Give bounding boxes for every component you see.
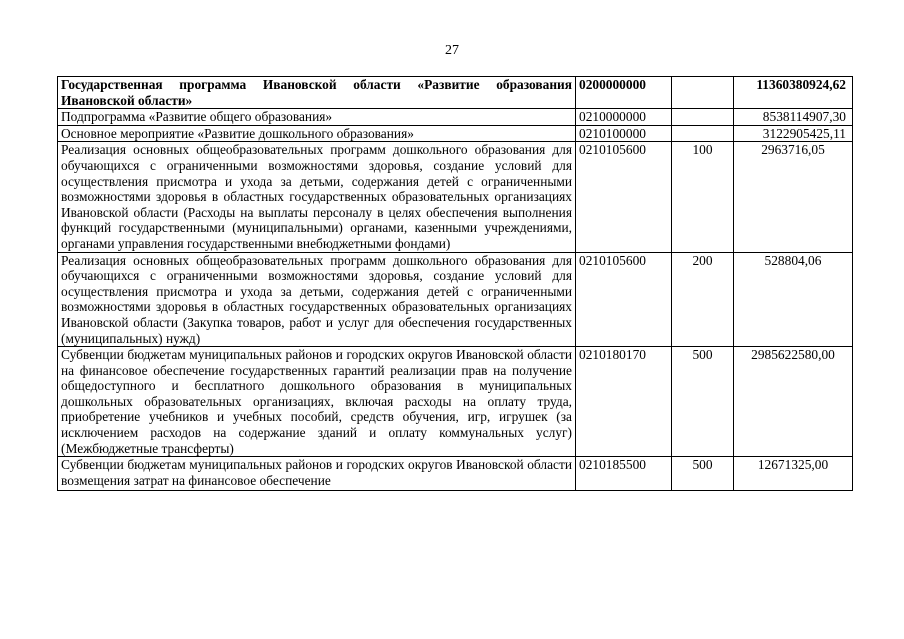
row-amount: 2985622580,00 [734,347,853,457]
row-type: 200 [672,252,734,347]
row-code: 0210000000 [576,109,672,126]
row-code: 0210105600 [576,252,672,347]
row-type [672,77,734,109]
table-row [58,457,853,491]
row-amount: 8538114907,30 [734,109,853,126]
table-row [58,142,853,252]
row-amount: 3122905425,11 [734,125,853,142]
table-row [58,125,853,142]
table-row [58,109,853,126]
row-name: Государственная программа Ивановской области «Развитие образования Ивановской области» [58,77,576,109]
row-type: 500 [672,347,734,457]
row-name: Основное мероприятие «Развитие дошкольного образования» [58,125,576,142]
row-name: Субвенции бюджетам муниципальных районов и городских округов Ивановской области на финансовое обеспечение государственных гарантий реализации прав на получение общедоступного и бесплатного дошкольного образования в муниципальных дошкольных образовательных организациях, включая расходы на оплату труда, приобретение учебников и учебных пособий, средств обучения, игр, игрушек (за исключением расходов на содержание зданий и оплату коммунальных услуг) (Межбюджетные трансферты) [58,347,576,457]
table-row [58,77,853,109]
table-row [58,347,853,457]
row-code: 0210185500 [576,457,672,491]
page-number: 27 [445,43,459,58]
row-name: Подпрограмма «Развитие общего образования» [58,109,576,126]
row-type [672,109,734,126]
row-code: 0210180170 [576,347,672,457]
row-amount: 2963716,05 [734,142,853,252]
row-type: 100 [672,142,734,252]
row-name: Реализация основных общеобразовательных программ дошкольного образования для обучающихся с ограниченными возможностями здоровья, создание условий для осуществления присмотра и ухода за детьми, содержания детей с ограниченными возможностями здоровья в областных государственных образовательных организациях Ивановской области (Закупка товаров, работ и услуг для обеспечения государственных (муниципальных) нужд) [58,252,576,347]
budget-table [57,76,853,491]
row-name: Субвенции бюджетам муниципальных районов и городских округов Ивановской области возмещения затрат на финансовое обеспечение [58,457,576,491]
table-row [58,252,853,347]
row-code: 0210100000 [576,125,672,142]
row-code: 0200000000 [576,77,672,109]
row-type: 500 [672,457,734,491]
row-amount: 528804,06 [734,252,853,347]
row-name: Реализация основных общеобразовательных программ дошкольного образования для обучающихся с ограниченными возможностями здоровья, создание условий для осуществления присмотра и ухода за детьми, содержания детей с ограниченными возможностями здоровья в областных государственных образовательных организациях Ивановской области (Расходы на выплаты персоналу в целях обеспечения выполнения функций государственными (муниципальными) органами, казенными учреждениями, органами управления государственными внебюджетными фондами) [58,142,576,252]
row-type [672,125,734,142]
row-code: 0210105600 [576,142,672,252]
row-amount: 12671325,00 [734,457,853,491]
row-amount: 11360380924,62 [734,77,853,109]
